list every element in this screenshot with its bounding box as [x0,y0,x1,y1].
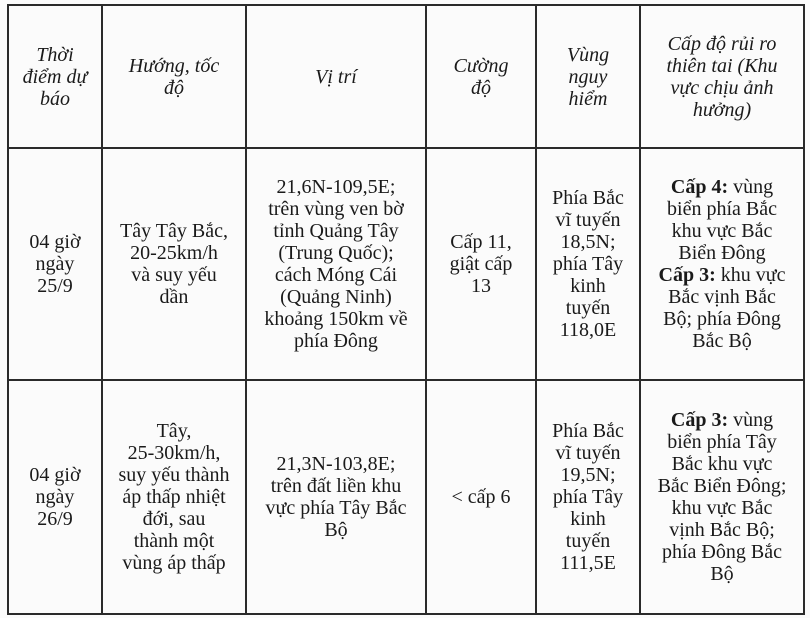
header-direction-speed: Hướng, tốc độ [102,5,246,148]
cell-danger-zone: Phía Bắc vĩ tuyến 18,5N; phía Tây kinh tuyến 118,0E [536,148,640,380]
risk-area-text: vùng biển phía Tây Bắc khu vực Bắc Biển Đông; khu vực Bắc vịnh Bắc Bộ; phía Đông Bắc Bộ [657,409,787,585]
cell-risk [640,148,804,380]
cell-intensity: < cấp 6 [426,380,536,614]
table-row [8,148,804,380]
cell-intensity: Cấp 11, giật cấp 13 [426,148,536,380]
cell-position: 21,6N-109,5E; trên vùng ven bờ tỉnh Quảng Tây (Trung Quốc); cách Móng Cái (Quảng Ninh) khoảng 150km về phía Đông [246,148,426,380]
risk-level-label: Cấp 4: [670,176,729,198]
cell-direction: Tây, 25-30km/h, suy yếu thành áp thấp nhiệt đới, sau thành một vùng áp thấp [102,380,246,614]
cell-danger-zone: Phía Bắc vĩ tuyến 19,5N; phía Tây kinh tuyến 111,5E [536,380,640,614]
storm-forecast-table [7,4,805,615]
header-position: Vị trí [246,5,426,148]
header-danger-zone: Vùng nguy hiểm [536,5,640,148]
cell-time: 04 giờ ngày 25/9 [8,148,102,380]
risk-level-label: Cấp 3: [658,264,716,286]
risk-area-text: khu vực Bắc vịnh Bắc Bộ; phía Đông Bắc Bộ [663,264,786,352]
header-intensity: Cường độ [426,5,536,148]
risk-level-label: Cấp 3: [670,409,729,431]
cell-position: 21,3N-103,8E; trên đất liền khu vực phía Tây Bắc Bộ [246,380,426,614]
header-risk-level: Cấp độ rủi ro thiên tai (Khu vực chịu ảnh hưởng) [640,5,804,148]
table-header-row [8,5,804,148]
cell-risk [640,380,804,614]
header-time: Thời điểm dự báo [8,5,102,148]
table-row [8,380,804,614]
risk-area-text: vùng biển phía Bắc khu vực Bắc Biển Đông [667,176,777,264]
cell-direction: Tây Tây Bắc, 20-25km/h và suy yếu dần [102,148,246,380]
cell-time: 04 giờ ngày 26/9 [8,380,102,614]
